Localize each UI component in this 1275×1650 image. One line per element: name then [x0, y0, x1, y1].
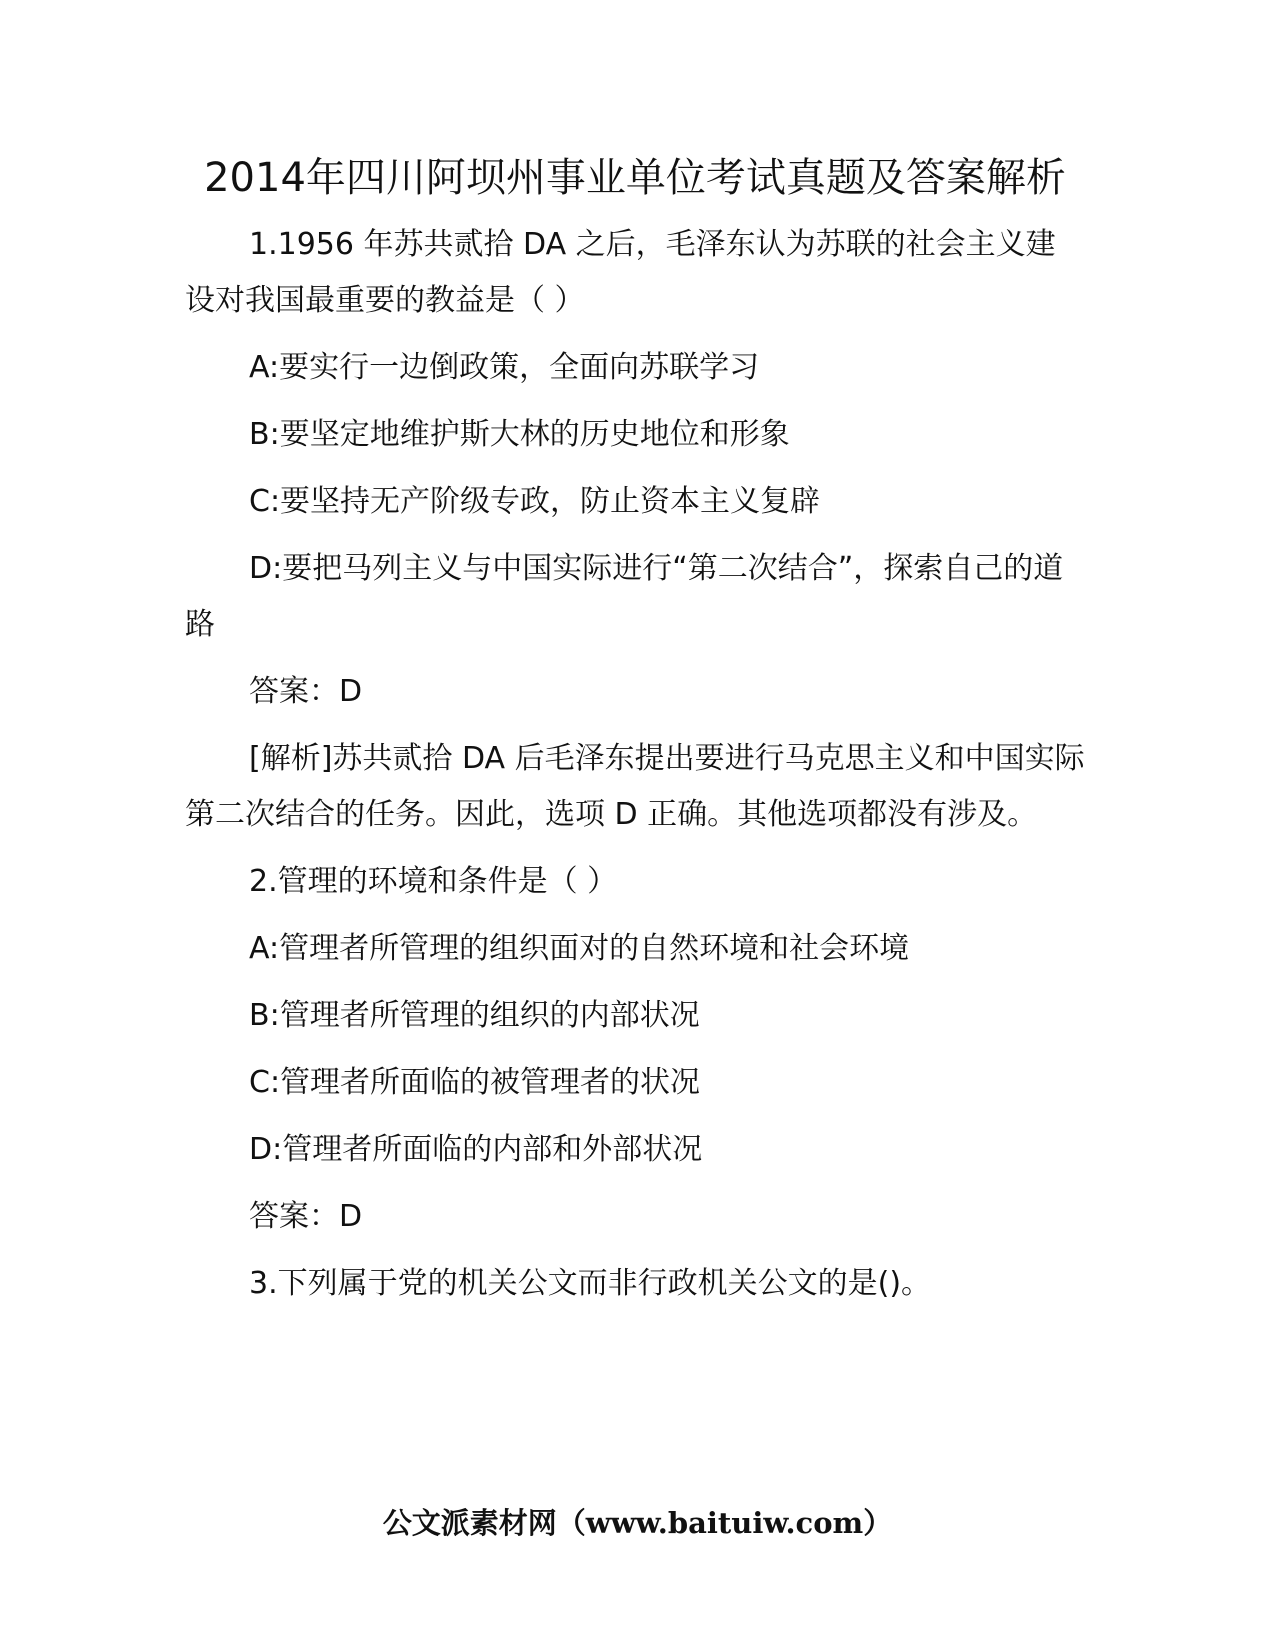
- question-3-stem: 3.下列属于党的机关公文而非行政机关公文的是()。: [249, 1266, 932, 1301]
- question-1-analysis: [解析]苏共贰拾 DA 后毛泽东提出要进行马克思主义和中国实际第二次结合的任务。因此，选项 D 正确。其他选项都没有涉及。: [185, 741, 1085, 832]
- question-1-stem: 1.1956 年苏共贰拾 DA 之后，毛泽东认为苏联的社会主义建设对我国最重要的教益是（ ）: [185, 227, 1056, 318]
- footer-watermark: 公文派素材网（www.baituiw.com）: [382, 1506, 893, 1540]
- document-title: 2014年四川阿坝州事业单位考试真题及答案解析: [204, 155, 1066, 201]
- question-2-stem: 2.管理的环境和条件是（ ）: [249, 864, 618, 899]
- question-1-option-b: B:要坚定地维护斯大林的历史地位和形象: [249, 417, 790, 452]
- question-1-option-d: D:要把马列主义与中国实际进行“第二次结合”，探索自己的道路: [185, 551, 1064, 642]
- question-2-answer: 答案：D: [249, 1199, 363, 1234]
- question-1-option-a: A:要实行一边倒政策，全面向苏联学习: [249, 350, 760, 385]
- question-1-answer: 答案：D: [249, 674, 363, 709]
- question-1-option-c: C:要坚持无产阶级专政，防止资本主义复辟: [249, 484, 821, 519]
- question-2-option-b: B:管理者所管理的组织的内部状况: [249, 998, 700, 1033]
- question-2-option-d: D:管理者所面临的内部和外部状况: [249, 1132, 703, 1167]
- document-body: [185, 150, 1085, 1312]
- question-2-option-c: C:管理者所面临的被管理者的状况: [249, 1065, 701, 1100]
- question-2-option-a: A:管理者所管理的组织面对的自然环境和社会环境: [249, 931, 910, 966]
